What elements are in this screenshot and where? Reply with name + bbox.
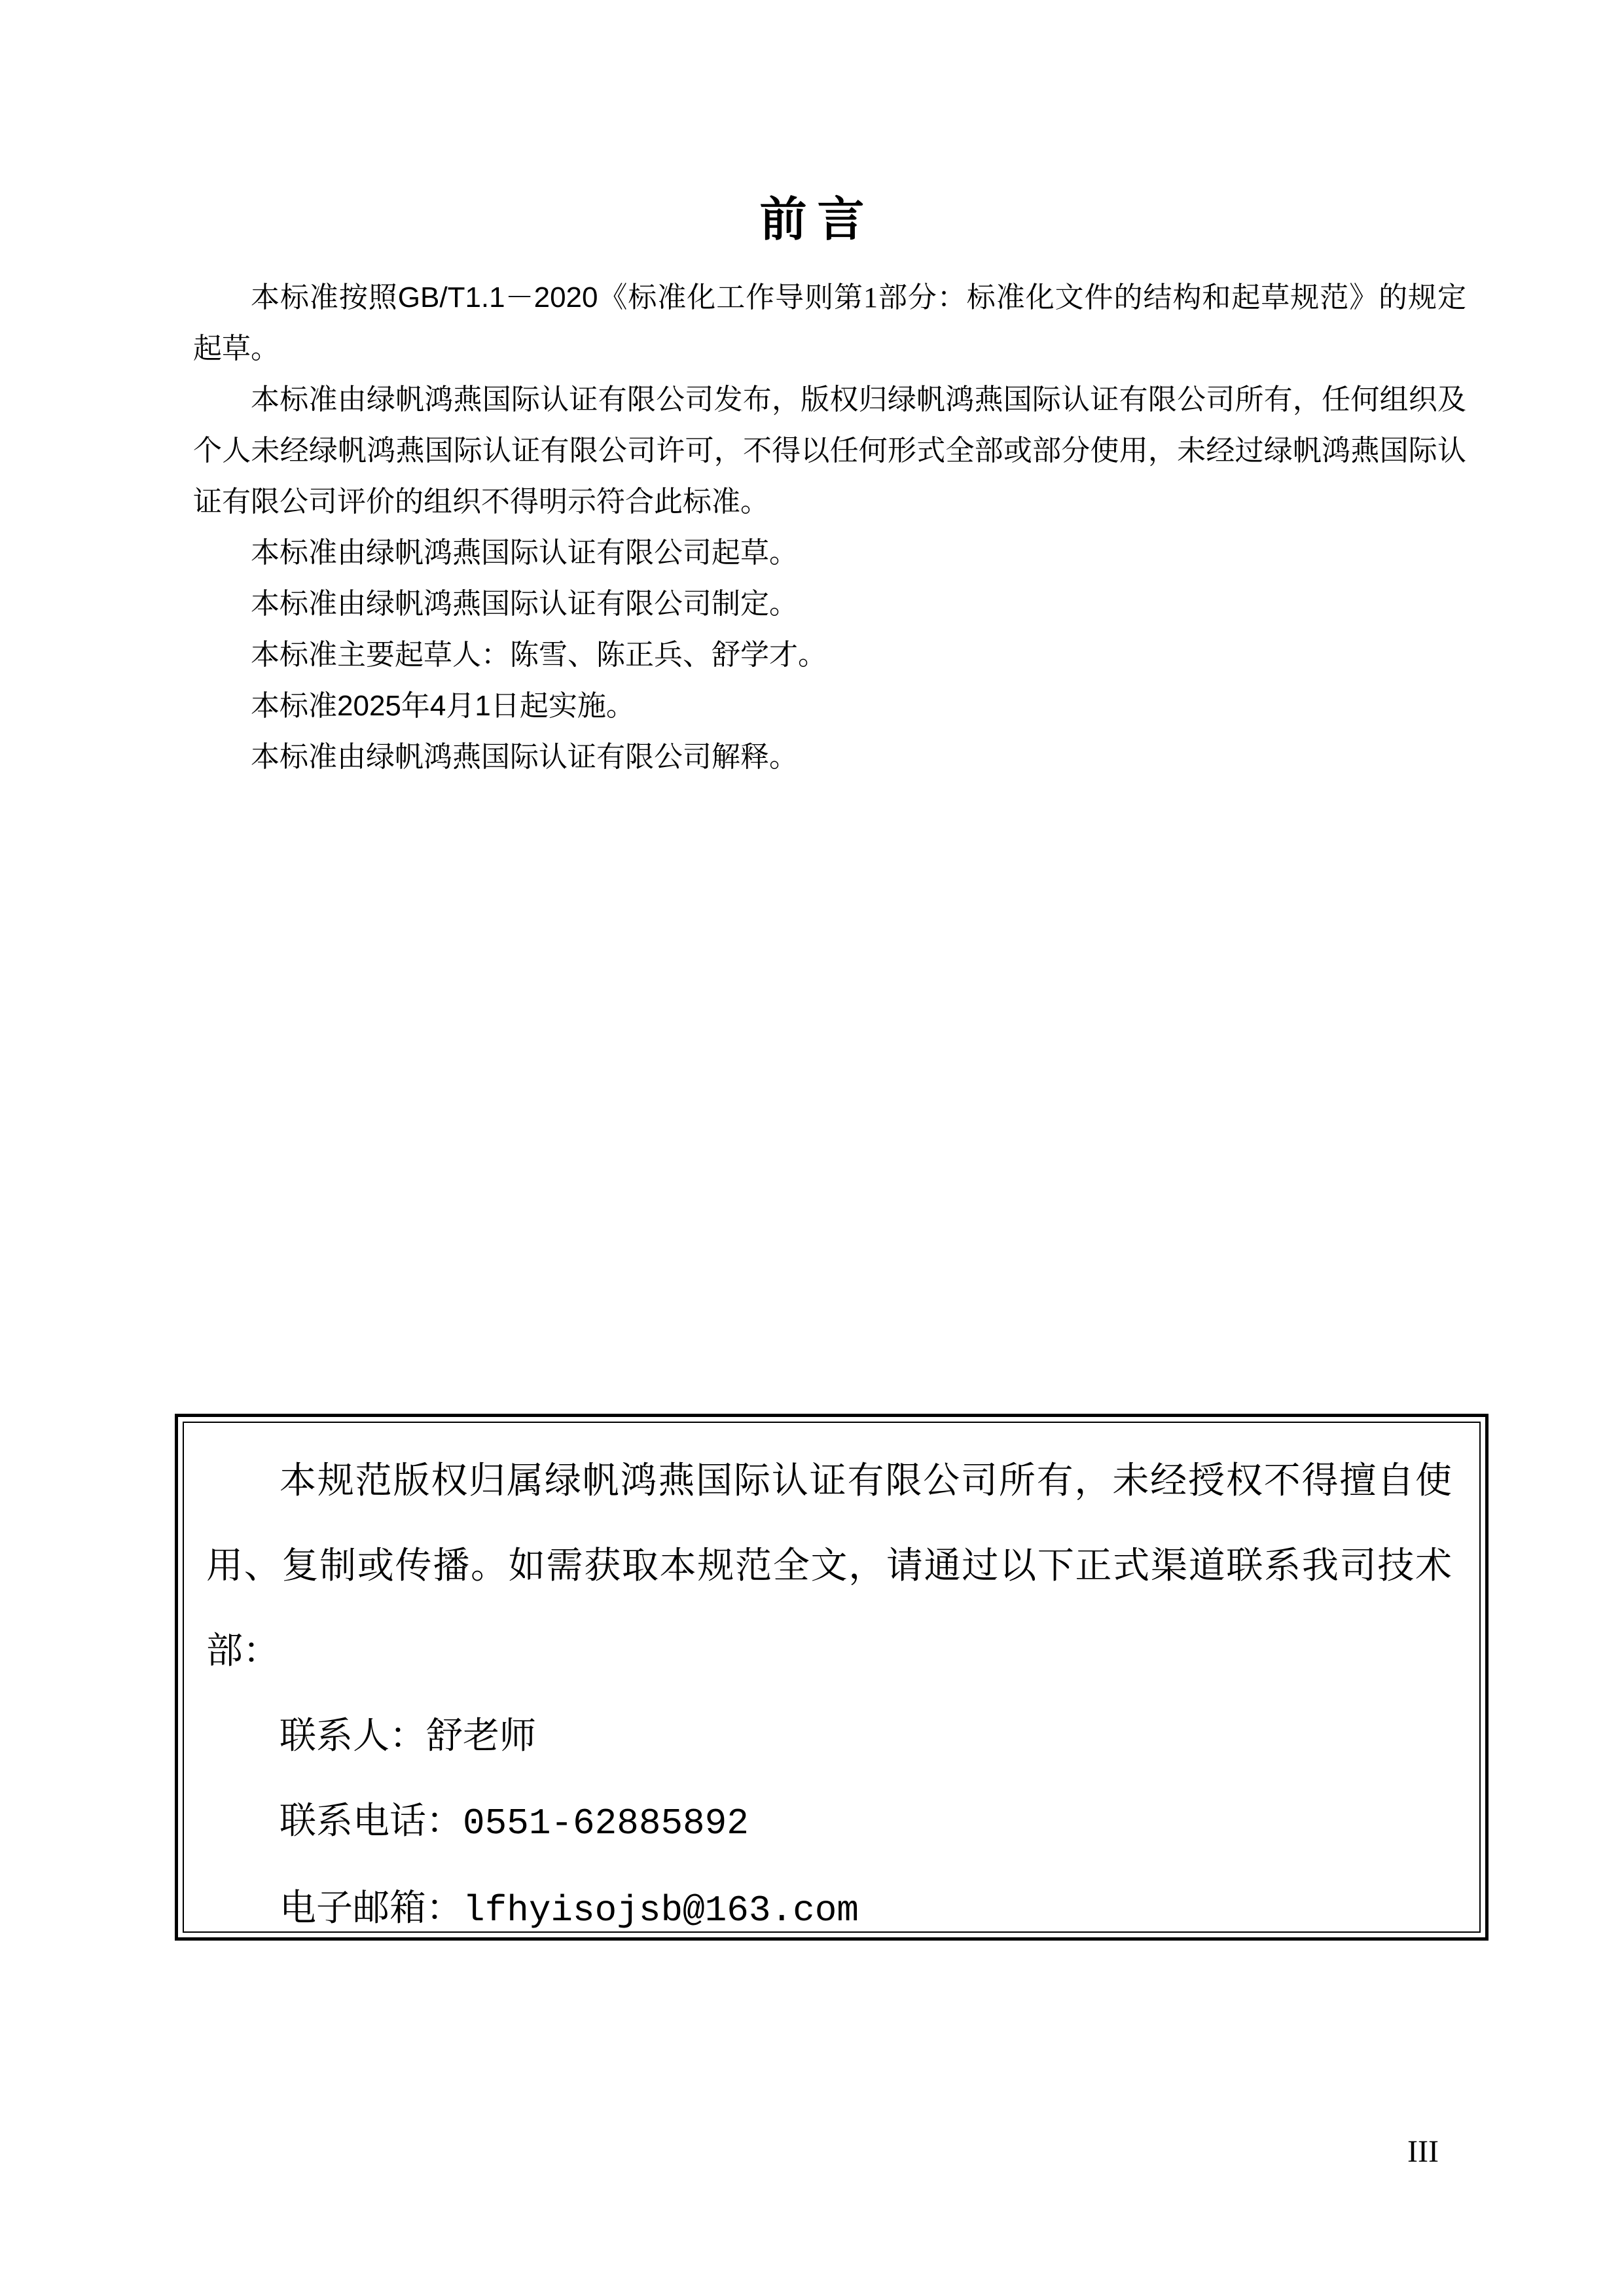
contact-value: 0551-62885892 xyxy=(463,1803,749,1844)
contact-label: 电子邮箱： xyxy=(280,1888,463,1929)
contact-value: lfhyisojsb@163.com xyxy=(463,1890,859,1931)
cjk-text-segment: 本标准 xyxy=(251,690,337,722)
latin-text-segment: 1 xyxy=(475,690,491,722)
preface-paragraph xyxy=(193,374,1466,528)
cjk-text-segment: 年 xyxy=(401,690,430,722)
preface-paragraph xyxy=(193,732,1466,783)
latin-text-segment: GB/T1.1－2020 xyxy=(397,281,598,314)
cjk-text-segment: 本标准按照 xyxy=(251,281,398,314)
contact-line xyxy=(206,1694,1452,1779)
preface-paragraph xyxy=(193,272,1466,374)
cjk-text-segment: 月 xyxy=(446,690,475,722)
page-number: III xyxy=(1407,2134,1439,2169)
cjk-text-segment: 本标准主要起草人：陈雪、陈正兵、舒学才。 xyxy=(251,639,827,671)
preface-body xyxy=(193,272,1466,783)
contact-label: 联系电话： xyxy=(280,1801,463,1842)
cjk-text-segment: 本标准由绿帆鸿燕国际认证有限公司起草。 xyxy=(251,537,798,569)
contact-line xyxy=(206,1779,1452,1866)
preface-paragraph xyxy=(193,630,1466,681)
contact-label: 联系人： xyxy=(280,1716,426,1757)
latin-text-segment: 2025 xyxy=(337,690,401,722)
preface-paragraph xyxy=(193,528,1466,579)
cjk-text-segment: 本标准由绿帆鸿燕国际认证有限公司制定。 xyxy=(251,588,798,620)
copyright-box-inner xyxy=(183,1422,1481,1933)
contact-line xyxy=(206,1866,1452,1953)
cjk-text-segment: 本标准由绿帆鸿燕国际认证有限公司解释。 xyxy=(251,741,798,773)
contact-value: 舒老师 xyxy=(426,1716,536,1757)
latin-text-segment: 4 xyxy=(429,690,446,722)
preface-paragraph xyxy=(193,681,1466,732)
copyright-box xyxy=(175,1414,1489,1941)
cjk-text-segment: 《标准化工作导则第1部分：标准化文件的结构和起草规范》的规定起草。 xyxy=(193,281,1467,365)
preface-paragraph xyxy=(193,579,1466,630)
page-title: 前言 xyxy=(759,194,875,246)
copyright-notice: 本规范版权归属绿帆鸿燕国际认证有限公司所有，未经授权不得擅自使用、复制或传播。如需获取本规范全文，请通过以下正式渠道联系我司技术部： xyxy=(206,1461,1452,1672)
cjk-text-segment: 日起实施。 xyxy=(490,690,635,722)
cjk-text-segment: 本标准由绿帆鸿燕国际认证有限公司发布，版权归绿帆鸿燕国际认证有限公司所有，任何组织及个人未经绿帆鸿燕国际认证有限公司许可，不得以任何形式全部或部分使用，未经过绿帆鸿燕国际认证有限公司评价的组织不得明示符合此标准。 xyxy=(193,384,1466,518)
